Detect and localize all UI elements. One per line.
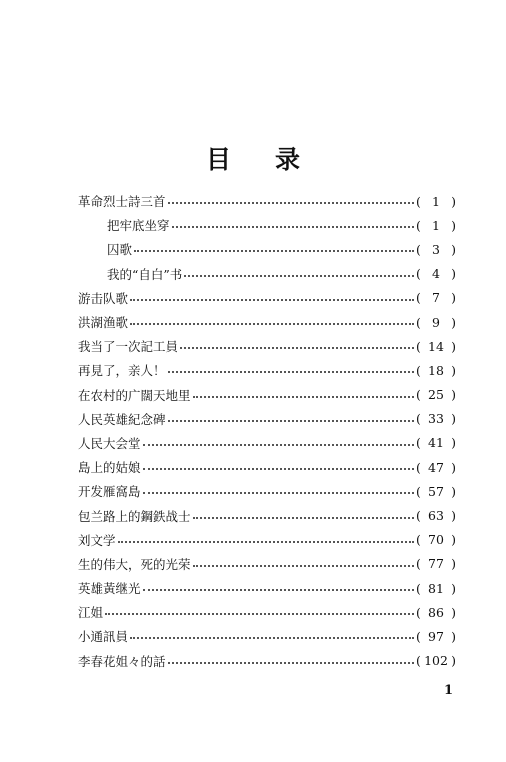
dot-leader — [134, 248, 414, 252]
toc-entry-title: 江姐 — [78, 605, 104, 621]
dot-leader — [193, 515, 414, 519]
toc-entry-title: 包兰路上的鋼鉄战士 — [78, 508, 191, 524]
paren-open: ( — [416, 362, 421, 378]
toc-entry-title: 我的“自白”书 — [107, 266, 183, 282]
toc-entry-title: 洪湖渔歌 — [78, 315, 129, 331]
paren-close: ) — [451, 217, 456, 233]
paren-close: ) — [451, 387, 456, 403]
page-ref: 25 — [428, 387, 444, 403]
paren-close: ) — [451, 483, 456, 499]
paren-open: ( — [416, 241, 421, 257]
toc-entry-title: 生的伟大，死的光荣 — [78, 556, 191, 572]
dot-leader — [143, 587, 414, 591]
paren-open: ( — [416, 628, 421, 644]
dot-leader — [193, 394, 414, 398]
toc-entry — [78, 213, 456, 237]
toc-entry-page — [416, 218, 456, 233]
toc-entry-page — [416, 581, 456, 596]
toc-entry — [78, 407, 456, 431]
paren-open: ( — [416, 483, 421, 499]
toc-entry — [78, 383, 456, 407]
paren-close: ) — [451, 338, 456, 354]
paren-open: ( — [416, 459, 421, 475]
toc-entry-page — [416, 508, 456, 523]
toc-entry-title: 李春花姐々的話 — [78, 653, 166, 669]
dot-leader — [130, 321, 414, 325]
page-ref: 102 — [424, 653, 448, 669]
page-ref: 77 — [428, 556, 444, 572]
toc-entry — [78, 552, 456, 576]
paren-close: ) — [451, 241, 456, 257]
toc-entry-page — [416, 460, 456, 475]
toc-entry-title: 开发雁窩島 — [78, 484, 141, 500]
page-ref: 1 — [432, 217, 440, 233]
paren-close: ) — [451, 266, 456, 282]
paren-open: ( — [416, 435, 421, 451]
paren-open: ( — [416, 217, 421, 233]
paren-open: ( — [416, 290, 421, 306]
dot-leader — [172, 224, 414, 228]
dot-leader — [130, 635, 414, 639]
paren-open: ( — [416, 556, 421, 572]
paren-close: ) — [451, 459, 456, 475]
toc-entry-title: 英雄黃继光 — [78, 581, 141, 597]
dot-leader — [168, 200, 414, 204]
toc-entry-page — [416, 242, 456, 257]
paren-open: ( — [416, 411, 421, 427]
toc-entry-title: 小通訊員 — [78, 629, 129, 645]
page-ref: 3 — [432, 241, 440, 257]
paren-close: ) — [451, 628, 456, 644]
page-ref: 4 — [432, 266, 440, 282]
toc-entry-page — [416, 315, 456, 330]
toc-entry — [78, 310, 456, 334]
paren-close: ) — [451, 362, 456, 378]
paren-open: ( — [416, 387, 421, 403]
toc-entry-page — [416, 411, 456, 426]
paren-open: ( — [416, 266, 421, 282]
toc-entry-page — [416, 387, 456, 402]
paren-close: ) — [451, 290, 456, 306]
page-ref: 33 — [428, 411, 444, 427]
toc-entry — [78, 189, 456, 213]
page-ref: 18 — [428, 362, 444, 378]
page-ref: 81 — [428, 580, 444, 596]
paren-open: ( — [416, 338, 421, 354]
toc-entry-page — [416, 194, 456, 209]
dot-leader — [118, 539, 414, 543]
dot-leader — [105, 611, 414, 615]
toc-entry-title: 我当了一次記工員 — [78, 339, 179, 355]
dot-leader — [193, 563, 414, 567]
toc-entry-title: 游击队歌 — [78, 290, 129, 306]
page-ref: 47 — [428, 459, 444, 475]
toc-entry-title: 人民大会堂 — [78, 435, 141, 451]
toc-entry-page — [416, 556, 456, 571]
toc-entry — [78, 455, 456, 479]
page-ref: 86 — [428, 604, 444, 620]
table-of-contents — [78, 189, 456, 673]
toc-entry — [78, 237, 456, 261]
toc-entry — [78, 528, 456, 552]
toc-entry-title: 革命烈士詩三首 — [78, 194, 166, 210]
toc-entry-title: 囚歌 — [107, 242, 133, 258]
dot-leader — [168, 660, 414, 664]
toc-entry — [78, 503, 456, 527]
paren-close: ) — [451, 580, 456, 596]
toc-entry — [78, 358, 456, 382]
page-ref: 1 — [432, 193, 440, 209]
paren-open: ( — [416, 653, 421, 669]
page-ref: 7 — [432, 290, 440, 306]
toc-entry-page — [416, 435, 456, 450]
dot-leader — [143, 442, 414, 446]
toc-entry — [78, 334, 456, 358]
page-title — [0, 140, 506, 176]
toc-entry-title: 刘文学 — [78, 532, 116, 548]
dot-leader — [168, 369, 414, 373]
toc-entry-title: 人民英雄紀念碑 — [78, 411, 166, 427]
paren-open: ( — [416, 508, 421, 524]
page-ref: 14 — [428, 338, 444, 354]
toc-entry-page — [416, 339, 456, 354]
toc-entry-page — [416, 484, 456, 499]
paren-close: ) — [451, 653, 456, 669]
toc-entry-title: 再見了，亲人！ — [78, 363, 166, 379]
toc-entry — [78, 576, 456, 600]
paren-close: ) — [451, 411, 456, 427]
toc-entry-title: 在农村的广闊天地里 — [78, 387, 191, 403]
paren-open: ( — [416, 580, 421, 596]
toc-entry — [78, 600, 456, 624]
dot-leader — [184, 273, 414, 277]
title-char-left: 目 — [205, 145, 231, 174]
title-char-right: 录 — [275, 145, 301, 174]
page-ref: 97 — [428, 628, 444, 644]
page-number: 1 — [444, 683, 454, 698]
toc-entry-page — [416, 532, 456, 547]
paren-close: ) — [451, 435, 456, 451]
page-ref: 70 — [428, 532, 444, 548]
toc-entry — [78, 431, 456, 455]
dot-leader — [180, 345, 414, 349]
toc-entry — [78, 624, 456, 648]
page-ref: 41 — [428, 435, 444, 451]
toc-entry — [78, 649, 456, 673]
toc-entry-page — [416, 653, 456, 668]
page-ref: 9 — [432, 314, 440, 330]
toc-entry-page — [416, 605, 456, 620]
paren-open: ( — [416, 193, 421, 209]
paren-close: ) — [451, 314, 456, 330]
dot-leader — [143, 490, 414, 494]
paren-close: ) — [451, 508, 456, 524]
page-ref: 57 — [428, 483, 444, 499]
toc-entry-page — [416, 266, 456, 281]
toc-entry — [78, 262, 456, 286]
toc-entry-page — [416, 290, 456, 305]
paren-close: ) — [451, 193, 456, 209]
paren-close: ) — [451, 604, 456, 620]
toc-entry — [78, 479, 456, 503]
dot-leader — [143, 466, 414, 470]
toc-entry-title: 島上的姑娘 — [78, 460, 141, 476]
toc-entry — [78, 286, 456, 310]
paren-open: ( — [416, 314, 421, 330]
toc-entry-title: 把牢底坐穿 — [107, 218, 170, 234]
toc-entry-page — [416, 629, 456, 644]
paren-open: ( — [416, 532, 421, 548]
dot-leader — [168, 418, 414, 422]
page-ref: 63 — [428, 508, 444, 524]
paren-close: ) — [451, 556, 456, 572]
toc-entry-page — [416, 363, 456, 378]
paren-open: ( — [416, 604, 421, 620]
paren-close: ) — [451, 532, 456, 548]
dot-leader — [130, 297, 414, 301]
